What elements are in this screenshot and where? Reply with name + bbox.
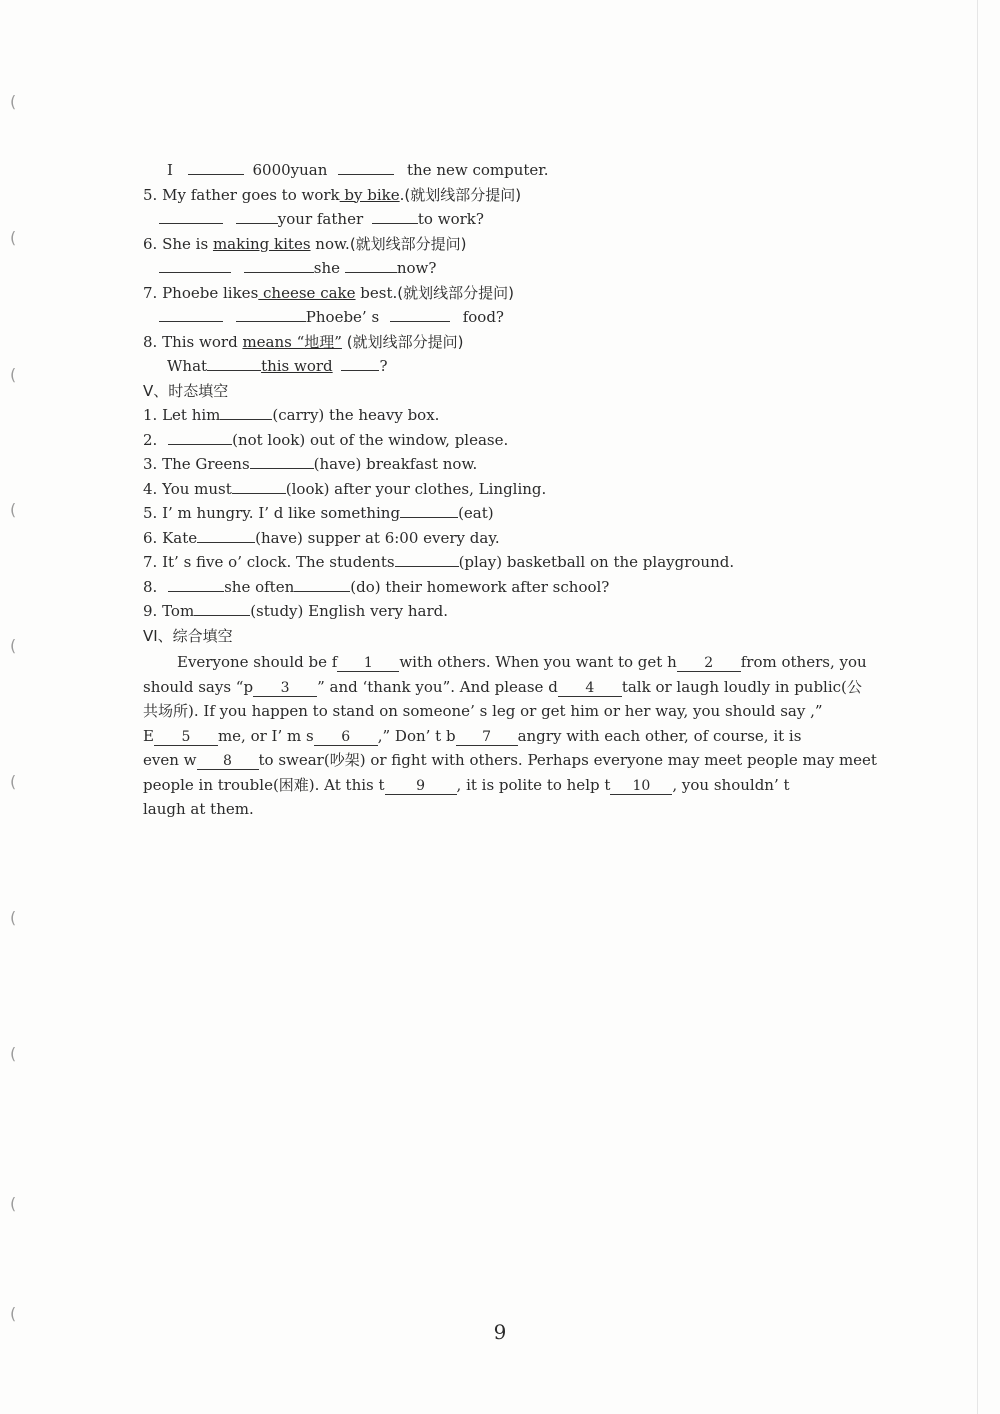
cloze-blank[interactable]: 1 bbox=[337, 656, 399, 672]
answer-text: I bbox=[167, 161, 173, 179]
item-number: 5. bbox=[143, 504, 158, 522]
item-text: The Greens bbox=[162, 455, 250, 473]
passage-text: E bbox=[143, 726, 154, 745]
question-number: 6. bbox=[143, 234, 158, 253]
answer-text: Phoebe’ s bbox=[305, 308, 380, 326]
binding-mark: ( bbox=[10, 365, 17, 384]
answer-blank[interactable] bbox=[244, 257, 314, 273]
passage-text: from others, you bbox=[740, 653, 867, 671]
item-text: Tom bbox=[162, 602, 195, 620]
binding-mark: ( bbox=[10, 1194, 17, 1213]
answer-blank[interactable] bbox=[338, 159, 394, 175]
binding-mark: ( bbox=[10, 228, 17, 247]
answer-blank[interactable] bbox=[194, 600, 250, 616]
passage-text: should says “p bbox=[143, 677, 254, 696]
answer-blank[interactable] bbox=[188, 159, 244, 175]
item-text: It’ s five o’ clock. The students bbox=[162, 553, 395, 571]
answer-blank[interactable] bbox=[236, 306, 306, 322]
answer-text: What bbox=[167, 357, 208, 375]
item-number: 2. bbox=[143, 430, 158, 449]
scan-edge-line bbox=[977, 0, 978, 1414]
question-number: 8. bbox=[143, 332, 158, 351]
item-number: 7. bbox=[143, 553, 158, 571]
question-number: 7. bbox=[143, 283, 158, 302]
page-number: 9 bbox=[493, 1320, 507, 1344]
passage-text: people in trouble(困难). At this t bbox=[143, 775, 385, 794]
passage-text: ” and ‘thank you”. And please d bbox=[317, 677, 558, 696]
answer-blank[interactable] bbox=[207, 355, 261, 371]
passage-text: to swear(吵架) or fight with others. Perhaps everyone may meet people may meet bbox=[258, 751, 877, 769]
answer-text: ? bbox=[379, 357, 388, 375]
item-text: she often bbox=[224, 577, 295, 596]
answer-text: food? bbox=[462, 308, 504, 326]
item-text: (eat) bbox=[458, 504, 494, 522]
tense-item bbox=[143, 550, 883, 575]
answer-blank[interactable] bbox=[197, 527, 255, 543]
binding-mark: ( bbox=[10, 908, 17, 927]
answer-blank[interactable] bbox=[372, 208, 418, 224]
item-number: 9. bbox=[143, 602, 158, 620]
answer-blank[interactable] bbox=[390, 306, 450, 322]
item-text: I’ m hungry. I’ d like something bbox=[162, 504, 401, 522]
passage-text: Everyone should be f bbox=[177, 653, 338, 671]
item-number: 8. bbox=[143, 577, 158, 596]
tense-item bbox=[143, 575, 883, 600]
passage-line bbox=[143, 724, 881, 749]
section-6-title: VI、综合填空 bbox=[143, 626, 233, 645]
item-number: 1. bbox=[143, 406, 158, 424]
passage-line bbox=[143, 797, 881, 822]
question-5-answer-line bbox=[143, 207, 883, 232]
question-8-answer-line bbox=[143, 354, 883, 379]
question-6-answer-line bbox=[143, 256, 883, 281]
cloze-blank[interactable]: 7 bbox=[456, 730, 518, 746]
binding-mark: ( bbox=[10, 1044, 17, 1063]
item-text: Let him bbox=[162, 406, 221, 424]
passage-text: , it is polite to help t bbox=[456, 775, 611, 794]
cloze-blank[interactable]: 4 bbox=[558, 681, 622, 697]
question-text: My father goes to work bbox=[162, 185, 340, 204]
passage-text: with others. When you want to get h bbox=[399, 653, 677, 671]
binding-mark: ( bbox=[10, 500, 17, 519]
underlined-phrase: by bike bbox=[339, 185, 400, 204]
answer-blank[interactable] bbox=[400, 502, 458, 518]
question-5 bbox=[143, 183, 883, 208]
cloze-blank[interactable]: 5 bbox=[154, 730, 218, 746]
passage-line bbox=[143, 748, 881, 773]
answer-blank[interactable] bbox=[232, 478, 286, 494]
cloze-blank[interactable]: 2 bbox=[677, 656, 741, 672]
passage-text: ,” Don’ t b bbox=[377, 726, 456, 745]
item-text: (do) their homework after school? bbox=[350, 577, 610, 596]
passage-text: even w bbox=[143, 751, 197, 769]
answer-blank[interactable] bbox=[294, 576, 350, 592]
underlined-phrase: cheese cake bbox=[258, 283, 356, 302]
answer-blank[interactable] bbox=[250, 453, 314, 469]
question-7-answer-line bbox=[143, 305, 883, 330]
item-text: Kate bbox=[162, 528, 198, 547]
item-text: (have) supper at 6:00 every day. bbox=[255, 528, 500, 547]
binding-mark: ( bbox=[10, 1304, 17, 1323]
tense-item bbox=[143, 501, 883, 526]
answer-blank[interactable] bbox=[341, 355, 379, 371]
section-5-title: V、时态填空 bbox=[143, 381, 229, 400]
question-instruction: (就划线部分提问) bbox=[397, 283, 514, 302]
question-instruction: (就划线部分提问) bbox=[404, 185, 522, 204]
passage-line bbox=[143, 699, 881, 724]
answer-blank[interactable] bbox=[159, 208, 223, 224]
passage-text: me, or I’ m s bbox=[217, 726, 314, 745]
question-text: She is bbox=[162, 234, 213, 253]
question-text: best. bbox=[355, 283, 398, 302]
item-text: (study) English very hard. bbox=[250, 602, 448, 620]
question-8 bbox=[143, 330, 883, 355]
answer-blank[interactable] bbox=[345, 257, 397, 273]
answer-blank[interactable] bbox=[168, 429, 232, 445]
cloze-blank[interactable]: 10 bbox=[610, 779, 672, 795]
worksheet-content bbox=[143, 158, 883, 822]
item-text: (not look) out of the window, please. bbox=[232, 430, 509, 449]
passage-text: angry with each other, of course, it is bbox=[517, 726, 802, 745]
cloze-blank[interactable]: 8 bbox=[197, 754, 259, 770]
tense-item bbox=[143, 599, 883, 624]
tense-item bbox=[143, 477, 883, 502]
answer-blank[interactable] bbox=[236, 208, 278, 224]
tense-item bbox=[143, 428, 883, 453]
answer-blank[interactable] bbox=[220, 404, 272, 420]
cloze-blank[interactable]: 9 bbox=[385, 779, 457, 795]
passage-text: talk or laugh loudly in public(公 bbox=[621, 677, 862, 696]
cloze-passage bbox=[143, 650, 881, 822]
question-text: This word bbox=[162, 332, 243, 351]
underlined-phrase: means “地理” bbox=[242, 332, 342, 351]
passage-text: 共场所). If you happen to stand on someone’ s leg or get him or her way, you should say ,” bbox=[143, 702, 823, 720]
question-text: . bbox=[399, 185, 405, 204]
question-text: now. bbox=[310, 234, 350, 253]
answer-blank[interactable] bbox=[159, 257, 231, 273]
passage-line bbox=[143, 675, 881, 700]
item-number: 3. bbox=[143, 455, 158, 473]
item-text: (have) breakfast now. bbox=[313, 455, 478, 473]
answer-text: this word bbox=[261, 357, 333, 375]
question-instruction: (就划线部分提问) bbox=[349, 234, 467, 253]
answer-text: she bbox=[313, 259, 341, 277]
question-number: 5. bbox=[143, 185, 158, 204]
question-6 bbox=[143, 232, 883, 257]
answer-blank[interactable] bbox=[159, 306, 223, 322]
cloze-blank[interactable]: 3 bbox=[253, 681, 317, 697]
cloze-blank[interactable]: 6 bbox=[314, 730, 378, 746]
question-4-answer-line bbox=[143, 158, 883, 183]
question-text: Phoebe likes bbox=[162, 283, 259, 302]
passage-text: laugh at them. bbox=[143, 800, 254, 818]
question-instruction: (就划线部分提问) bbox=[341, 332, 464, 351]
passage-line bbox=[143, 650, 881, 675]
binding-mark: ( bbox=[10, 92, 17, 111]
answer-text: to work? bbox=[417, 210, 484, 228]
item-text: (play) basketball on the playground. bbox=[458, 553, 735, 571]
underlined-phrase: making kites bbox=[212, 234, 311, 253]
answer-text: the new computer. bbox=[406, 161, 549, 179]
item-text: You must bbox=[162, 479, 232, 498]
binding-mark: ( bbox=[10, 772, 17, 791]
answer-blank[interactable] bbox=[168, 576, 224, 592]
tense-item bbox=[143, 403, 883, 428]
binding-mark: ( bbox=[10, 636, 17, 655]
item-number: 6. bbox=[143, 528, 158, 547]
question-7 bbox=[143, 281, 883, 306]
item-number: 4. bbox=[143, 479, 158, 498]
passage-text: , you shouldn’ t bbox=[672, 775, 790, 794]
passage-line bbox=[143, 773, 881, 798]
tense-item bbox=[143, 452, 883, 477]
item-text: (look) after your clothes, Lingling. bbox=[285, 479, 547, 498]
answer-text: your father bbox=[277, 210, 364, 228]
answer-text: now? bbox=[396, 259, 437, 277]
answer-blank[interactable] bbox=[395, 551, 459, 567]
answer-text: 6000yuan bbox=[252, 161, 328, 179]
item-text: (carry) the heavy box. bbox=[272, 406, 440, 424]
tense-item bbox=[143, 526, 883, 551]
